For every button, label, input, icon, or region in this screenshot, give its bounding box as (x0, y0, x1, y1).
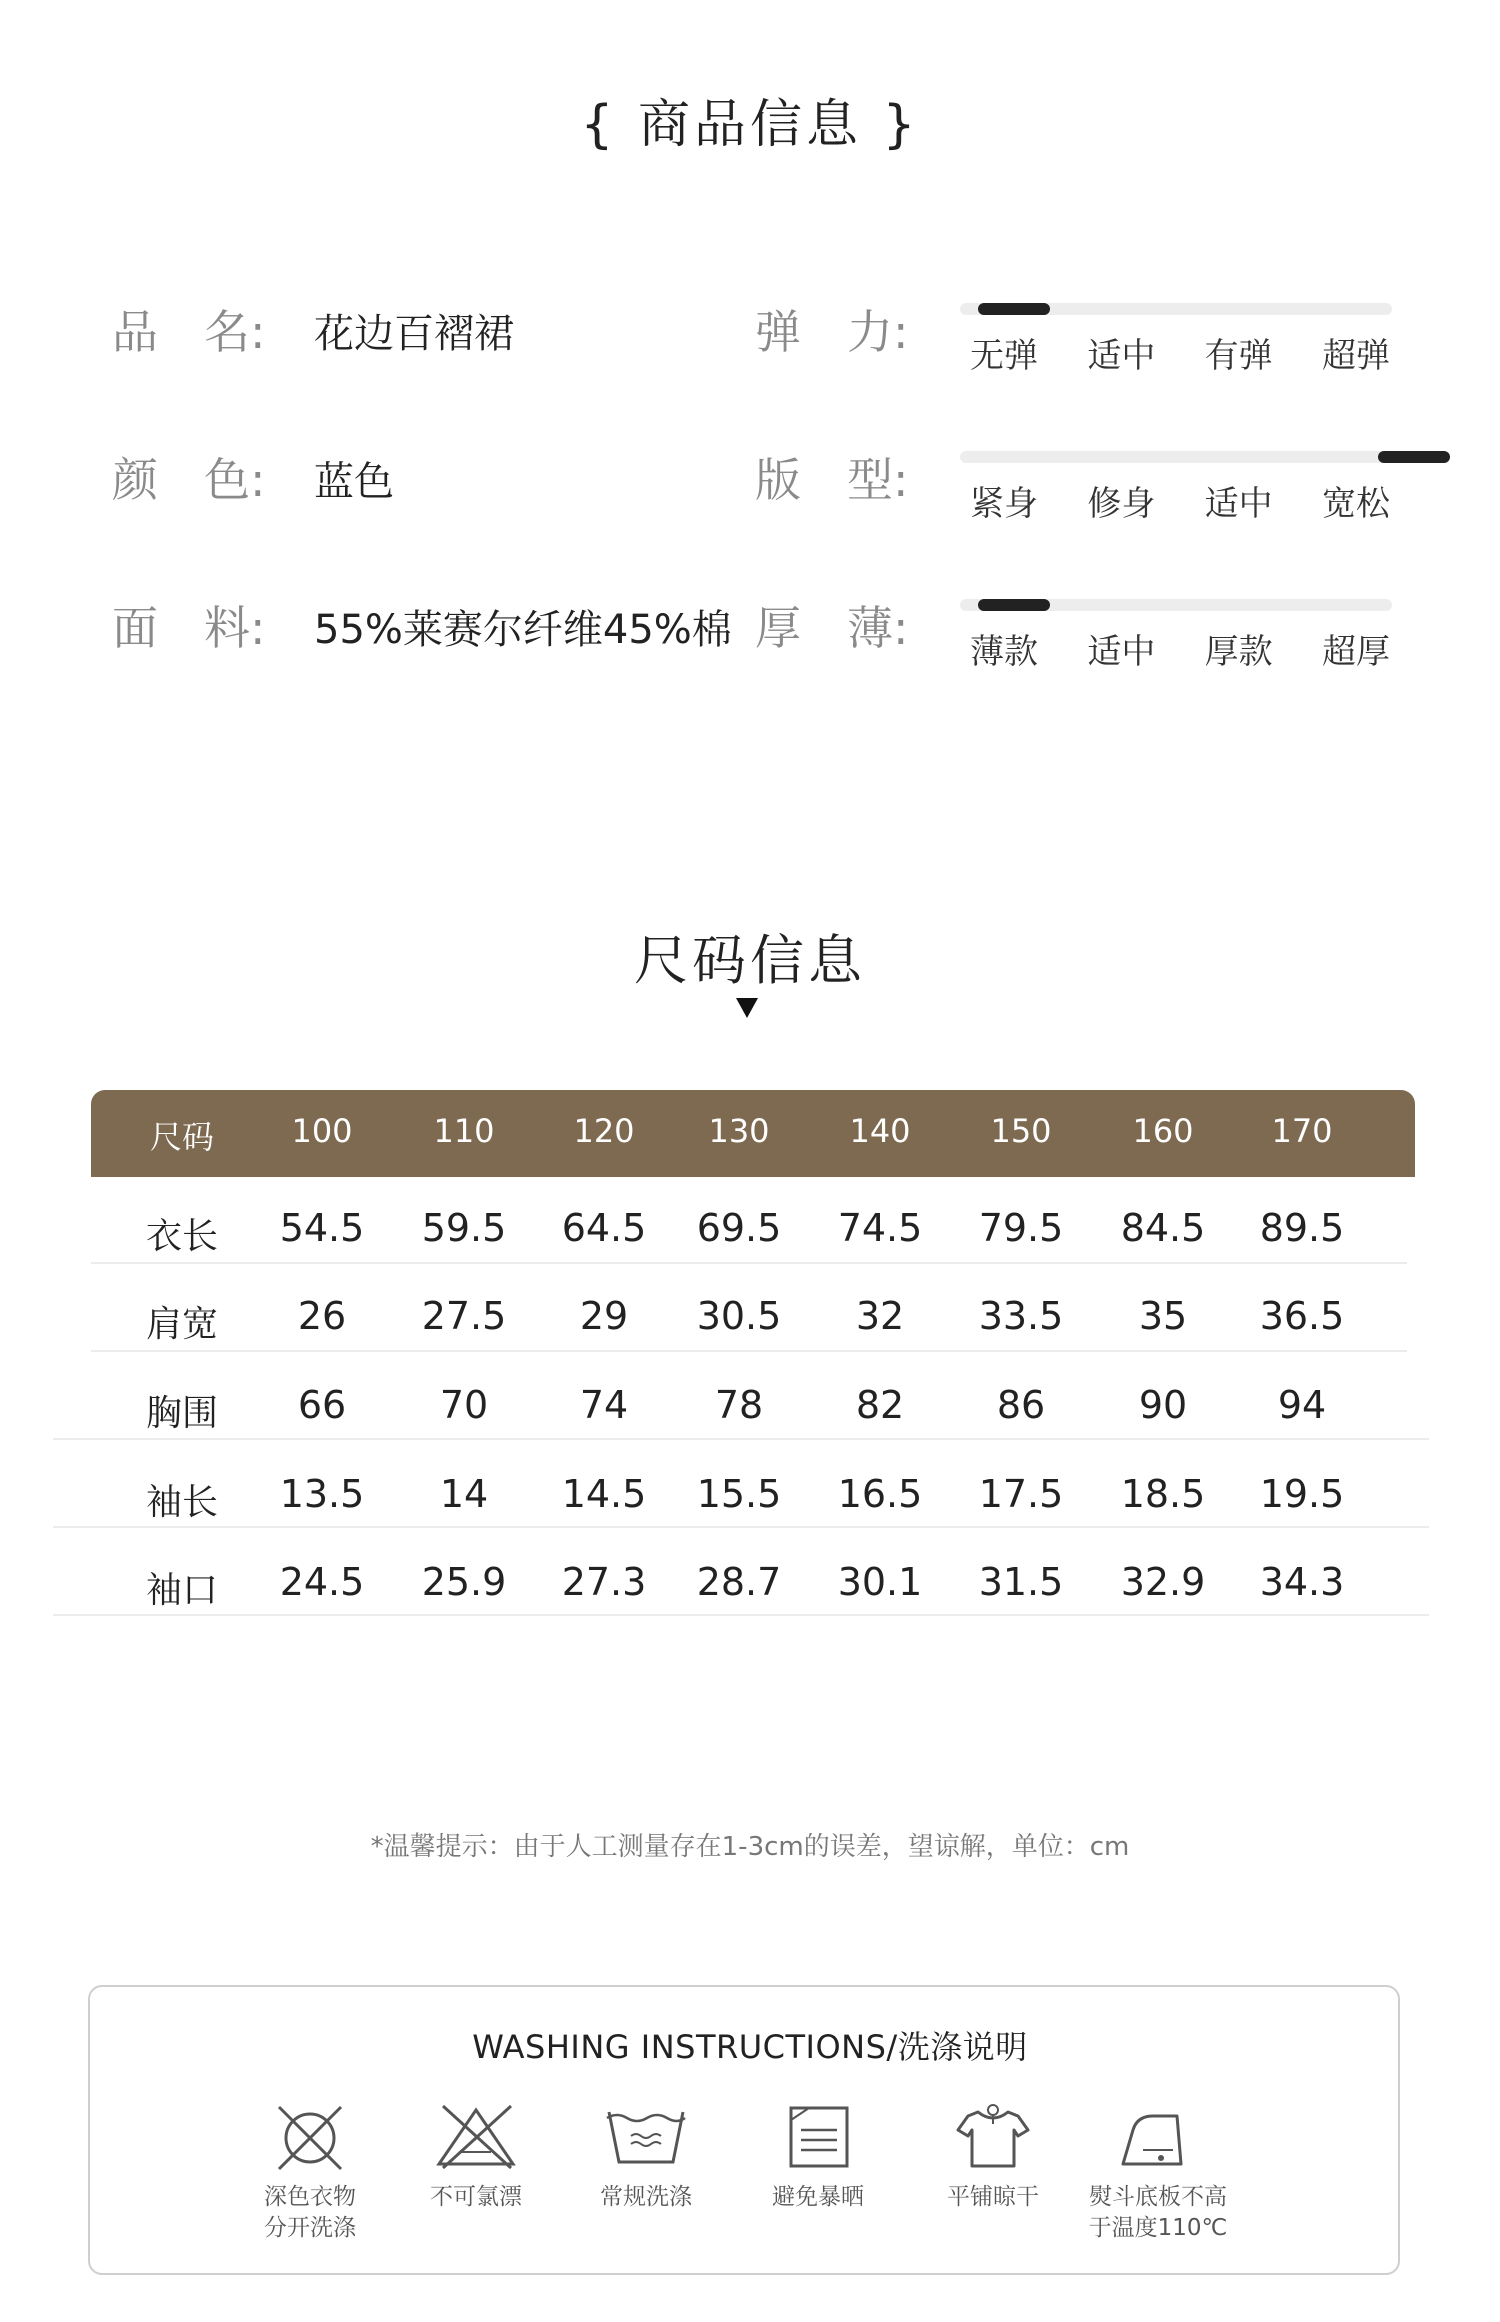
size-cell: 74 (579, 1383, 629, 1427)
size-cell: 25.9 (421, 1560, 507, 1604)
washing-label-line: 平铺晾干 (947, 2184, 1039, 2210)
row-divider (53, 1526, 1429, 1528)
no-bleach-icon (431, 2102, 521, 2172)
scale-indicator (978, 303, 1050, 315)
size-cell: 13.5 (279, 1472, 365, 1516)
size-cell: 16.5 (837, 1472, 923, 1516)
size-cell: 89.5 (1259, 1206, 1345, 1250)
product-info-title: { 商品信息 } (580, 95, 920, 155)
info-label: 品 名: (112, 305, 266, 359)
row-label: 肩宽 (145, 1304, 218, 1345)
scale-option: 薄款 (970, 632, 1038, 672)
size-info-title: 尺码信息 (634, 929, 866, 992)
size-cell: 29 (579, 1294, 629, 1338)
scale-option: 超厚 (1321, 632, 1390, 672)
row-divider (53, 1614, 1429, 1616)
dry-flat-icon (948, 2102, 1038, 2172)
size-cell: 27.5 (421, 1294, 507, 1338)
measurement-tip: *温馨提示：由于人工测量存在1-3cm的误差，望谅解，单位：cm (370, 1832, 1130, 1862)
size-cell: 26 (297, 1294, 347, 1338)
size-header-cell: 150 (990, 1112, 1052, 1150)
scale-option: 修身 (1087, 484, 1156, 524)
down-triangle-icon (736, 998, 758, 1018)
row-label: 胸围 (145, 1393, 218, 1434)
size-cell: 33.5 (978, 1294, 1064, 1338)
scale-option: 适中 (1204, 484, 1273, 524)
size-cell: 31.5 (978, 1560, 1064, 1604)
scale-label: 厚 薄: (755, 601, 909, 655)
size-cell: 32 (855, 1294, 905, 1338)
size-cell: 54.5 (279, 1206, 365, 1250)
size-cell: 17.5 (978, 1472, 1064, 1516)
size-cell: 84.5 (1120, 1206, 1206, 1250)
size-cell: 94 (1277, 1383, 1327, 1427)
scale-options (970, 328, 1390, 377)
scale-track (960, 303, 1392, 315)
size-header-cell: 140 (849, 1112, 911, 1150)
info-label: 颜 色: (112, 453, 266, 507)
scale-option: 无弹 (970, 336, 1038, 376)
scale-label: 弹 力: (755, 305, 909, 359)
size-cell: 59.5 (421, 1206, 507, 1250)
washing-label-line: 不可氯漂 (430, 2184, 522, 2210)
size-cell: 30.5 (696, 1294, 782, 1338)
size-cell: 74.5 (837, 1206, 923, 1250)
scale-indicator (1378, 451, 1450, 463)
row-divider (91, 1262, 1407, 1264)
size-cell: 14.5 (561, 1472, 647, 1516)
size-cell: 86 (996, 1383, 1046, 1427)
washing-label (718, 2182, 918, 2213)
washing-title: WASHING INSTRUCTIONS/洗涤说明 (472, 2028, 1028, 2066)
size-column-header: 尺码 (149, 1118, 214, 1156)
size-header-cell: 130 (708, 1112, 770, 1150)
scale-option: 适中 (1087, 336, 1156, 376)
scale-track (960, 451, 1392, 463)
size-cell: 79.5 (978, 1206, 1064, 1250)
size-cell: 18.5 (1120, 1472, 1206, 1516)
size-cell: 78 (714, 1383, 764, 1427)
iron-low-icon (1113, 2102, 1203, 2172)
size-cell: 34.3 (1259, 1560, 1345, 1604)
info-value: 55%莱赛尔纤维45%棉 (314, 607, 732, 653)
scale-option: 有弹 (1204, 336, 1273, 376)
size-header-cell: 170 (1271, 1112, 1333, 1150)
row-divider (53, 1438, 1429, 1440)
size-cell: 14 (439, 1472, 489, 1516)
washing-label (546, 2182, 746, 2213)
size-cell: 30.1 (837, 1560, 923, 1604)
size-cell: 28.7 (696, 1560, 782, 1604)
row-label: 衣长 (145, 1216, 218, 1257)
size-cell: 82 (855, 1383, 905, 1427)
washing-label-line: 熨斗底板不高 (1089, 2184, 1227, 2210)
scale-options (970, 476, 1390, 525)
size-cell: 32.9 (1120, 1560, 1206, 1604)
size-cell: 70 (439, 1383, 489, 1427)
size-cell: 15.5 (696, 1472, 782, 1516)
size-cell: 66 (297, 1383, 347, 1427)
size-cell: 64.5 (561, 1206, 647, 1250)
scale-option: 宽松 (1321, 484, 1390, 524)
hand-wash-icon (601, 2102, 691, 2172)
size-cell: 24.5 (279, 1560, 365, 1604)
row-label: 袖长 (145, 1482, 218, 1523)
info-label: 面 料: (112, 601, 266, 655)
size-header-cell: 100 (291, 1112, 353, 1150)
scale-option: 超弹 (1321, 336, 1390, 376)
info-value: 蓝色 (314, 459, 394, 505)
washing-label-line: 避免暴晒 (772, 2184, 864, 2210)
no-tumble-dry-icon (265, 2102, 355, 2172)
size-cell: 69.5 (696, 1206, 782, 1250)
info-value: 花边百褶裙 (314, 311, 514, 357)
dry-in-shade-icon (773, 2102, 863, 2172)
scale-options (970, 624, 1390, 673)
size-cell: 90 (1138, 1383, 1188, 1427)
row-label: 袖口 (145, 1570, 218, 1611)
washing-label-line: 常规洗涤 (600, 2184, 692, 2210)
scale-option: 适中 (1087, 632, 1156, 672)
size-header-cell: 160 (1132, 1112, 1194, 1150)
washing-label-line: 深色衣物 (264, 2184, 356, 2210)
scale-option: 厚款 (1204, 632, 1273, 672)
scale-label: 版 型: (755, 453, 909, 507)
size-cell: 35 (1138, 1294, 1188, 1338)
scale-track (960, 599, 1392, 611)
washing-label-line: 分开洗涤 (264, 2215, 356, 2241)
size-cell: 36.5 (1259, 1294, 1345, 1338)
scale-indicator (978, 599, 1050, 611)
scale-option: 紧身 (970, 484, 1038, 524)
size-header-cell: 110 (433, 1112, 495, 1150)
size-cell: 19.5 (1259, 1472, 1345, 1516)
size-header-cell: 120 (573, 1112, 635, 1150)
washing-label-line: 于温度110℃ (1088, 2215, 1228, 2241)
size-cell: 27.3 (561, 1560, 647, 1604)
washing-label (1058, 2182, 1258, 2244)
row-divider (91, 1350, 1407, 1352)
